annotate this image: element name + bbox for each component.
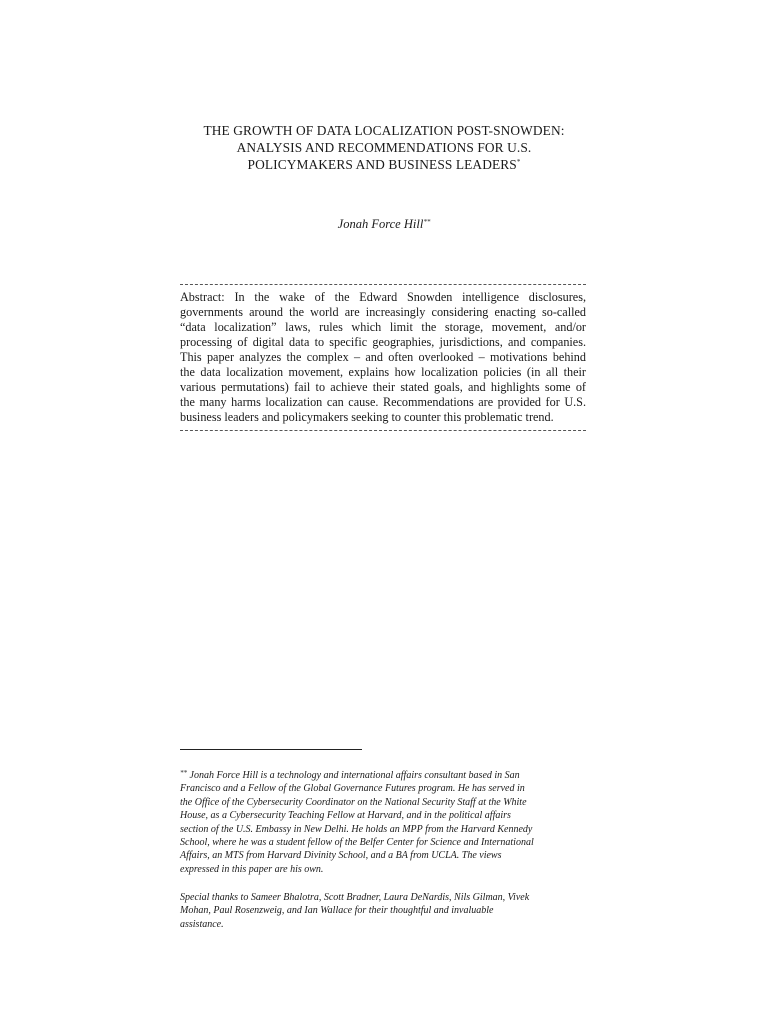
title-line-1: THE GROWTH OF DATA LOCALIZATION POST-SNOWDEN: — [203, 123, 565, 138]
abstract-line: various permutations) fail to achieve their stated goals, and highlights some of — [180, 380, 586, 394]
abstract-bottom-divider — [180, 430, 586, 431]
footnote-line: House, as a Cybersecurity Teaching Fellow at Harvard, and in the political affairs — [180, 810, 511, 822]
footnote-line: the Office of the Cybersecurity Coordinator on the National Security Staff at the White — [180, 796, 527, 808]
abstract — [180, 290, 586, 425]
footnote-mark: ** — [180, 769, 187, 777]
title-line-3 — [150, 156, 618, 173]
author-name: Jonah Force Hill — [337, 217, 424, 231]
paper-title — [150, 122, 618, 173]
title-line-3-text: POLICYMAKERS AND BUSINESS LEADERS — [247, 157, 517, 172]
acknowledgements-line: assistance. — [180, 918, 224, 930]
abstract-line: business leaders and policymakers seeking to counter this problematic trend. — [180, 410, 554, 424]
author-byline — [150, 216, 618, 232]
footnote-line: section of the U.S. Embassy in New Delhi. He holds an MPP from the Harvard Kennedy — [180, 823, 533, 835]
acknowledgements-line: Mohan, Paul Rosenzweig, and Ian Wallace for their thoughtful and invaluable — [180, 905, 494, 917]
acknowledgements — [180, 891, 586, 931]
abstract-line: governments around the world are increasingly considering enacting so-called — [180, 305, 586, 319]
abstract-top-divider — [180, 284, 586, 285]
footnote-line: Francisco and a Fellow of the Global Governance Futures program. He has served in — [180, 783, 525, 795]
footnote-line-text: Jonah Force Hill is a technology and international affairs consultant based in San — [187, 770, 520, 781]
author-footnote — [180, 769, 586, 876]
abstract-line: the many harms localization can cause. Recommendations are provided for U.S. — [180, 395, 586, 409]
title-line-2: ANALYSIS AND RECOMMENDATIONS FOR U.S. — [236, 140, 532, 155]
footnote-line: expressed in this paper are his own. — [180, 863, 324, 875]
abstract-line: Abstract: In the wake of the Edward Snowden intelligence disclosures, — [180, 290, 586, 304]
author-footnote-mark: ** — [423, 218, 431, 226]
abstract-line: processing of digital data to specific geographies, jurisdictions, and companies. — [180, 335, 586, 349]
abstract-line: This paper analyzes the complex – and often overlooked – motivations behind — [180, 350, 586, 364]
abstract-line: the data localization movement, explains how localization policies (in all their — [180, 365, 586, 379]
footnote-line: Affairs, an MTS from Harvard Divinity School, and a BA from UCLA. The views — [180, 850, 502, 862]
title-footnote-mark: * — [516, 158, 521, 166]
footnote-line — [180, 769, 586, 782]
footnote-line: School, where he was a student fellow of the Belfer Center for Science and International — [180, 837, 534, 849]
acknowledgements-line: Special thanks to Sameer Bhalotra, Scott Bradner, Laura DeNardis, Nils Gilman, Vivek — [180, 892, 530, 903]
footnote-separator — [180, 749, 362, 750]
abstract-line: “data localization” laws, rules which limit the storage, movement, and/or — [180, 320, 586, 334]
